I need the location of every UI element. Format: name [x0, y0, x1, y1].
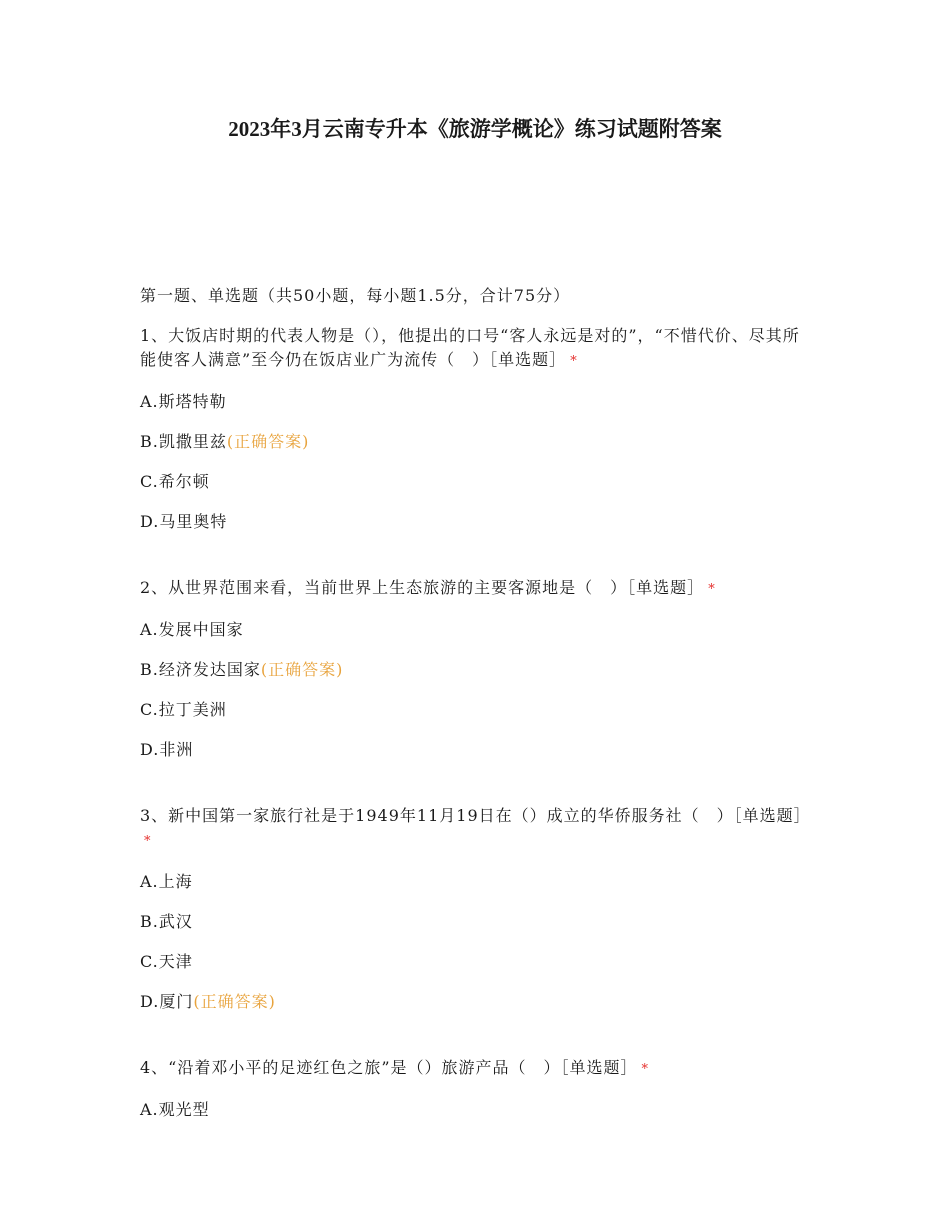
question-text: 2、从世界范围来看，当前世界上生态旅游的主要客源地是（ ）［单选题］ [140, 578, 705, 597]
question-text: 1、大饭店时期的代表人物是（），他提出的口号“客人永远是对的”，“不惜代价、尽其所能使客人满意”至今仍在饭店业广为流传（ ）［单选题］ [140, 326, 800, 369]
correct-answer-label: (正确答案) [226, 432, 310, 451]
option-text: D.厦门 [140, 992, 194, 1011]
option-a: A.上海 [140, 872, 193, 891]
option-b [140, 658, 810, 682]
question-stem [140, 804, 810, 854]
option-c: C.希尔顿 [140, 472, 210, 491]
required-mark: * [144, 834, 152, 849]
question-stem [140, 324, 810, 374]
required-mark: * [570, 354, 578, 369]
option-text: B.凯撒里兹 [140, 432, 227, 451]
correct-answer-label: (正确答案) [193, 992, 276, 1011]
question-1 [140, 324, 810, 534]
question-text: 4、“沿着邓小平的足迹红色之旅”是（）旅游产品（ ）［单选题］ [140, 1058, 638, 1077]
document-title: 2023年3月云南专升本《旅游学概论》练习试题附答案 [228, 117, 722, 141]
required-mark: * [708, 582, 716, 597]
question-text: 3、新中国第一家旅行社是于1949年11月19日在（）成立的华侨服务社（ ）［单选题］ [140, 806, 811, 825]
option-d [140, 990, 810, 1014]
option-b [140, 430, 810, 454]
option-d: D.马里奥特 [140, 512, 228, 531]
option-c: C.天津 [140, 952, 193, 971]
option-a: A.斯塔特勒 [140, 392, 227, 411]
option-text: B.经济发达国家 [140, 660, 261, 679]
question-2 [140, 576, 810, 762]
option-d: D.非洲 [140, 740, 194, 759]
question-stem [140, 1056, 810, 1082]
section-header: 第一题、单选题（共50小题，每小题1.5分，合计75分） [140, 286, 571, 305]
option-c: C.拉丁美洲 [140, 700, 227, 719]
quiz-content [140, 284, 810, 1138]
question-stem [140, 576, 810, 602]
required-mark: * [641, 1062, 650, 1077]
question-3 [140, 804, 810, 1014]
question-4 [140, 1056, 810, 1122]
option-a: A.观光型 [140, 1100, 210, 1119]
correct-answer-label: (正确答案) [260, 660, 344, 679]
option-a: A.发展中国家 [140, 620, 244, 639]
option-b: B.武汉 [140, 912, 193, 931]
